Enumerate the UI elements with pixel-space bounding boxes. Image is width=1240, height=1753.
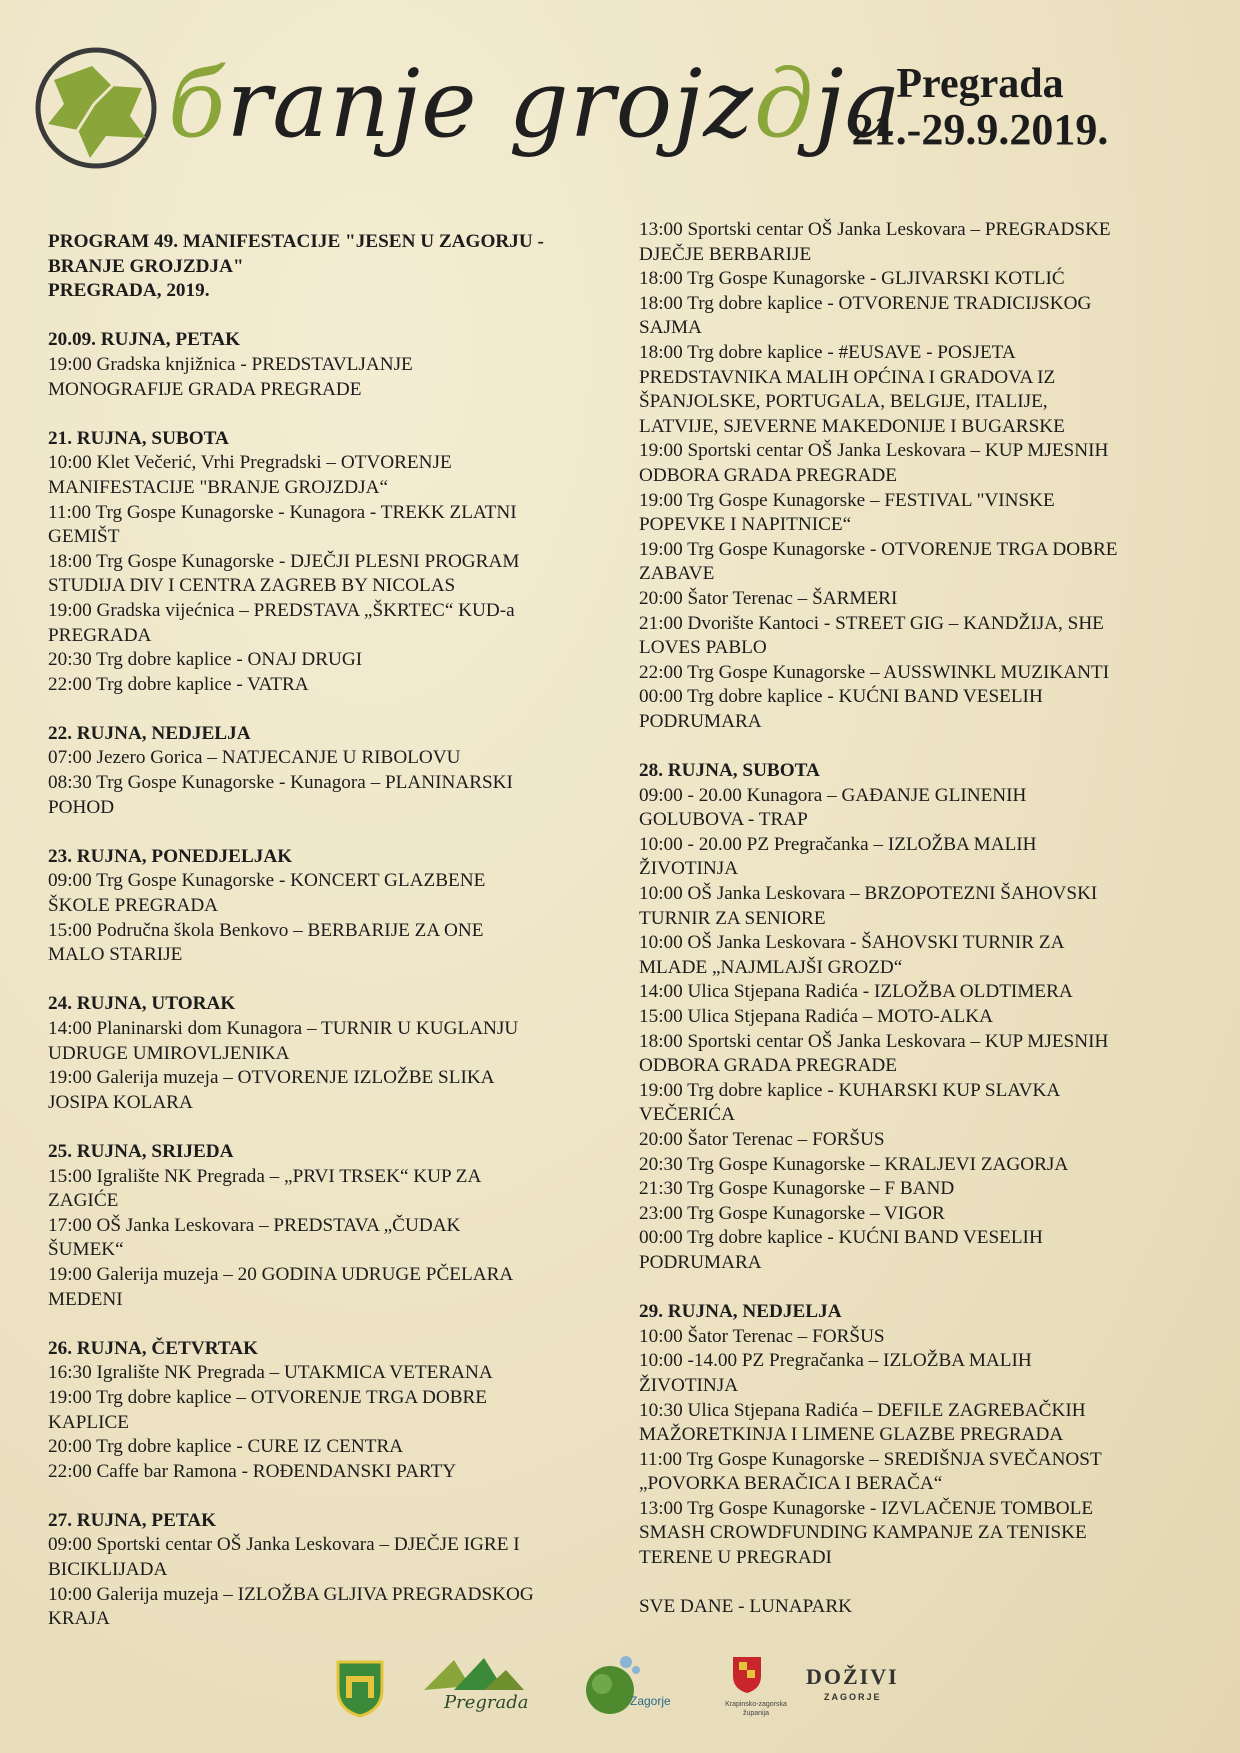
program-entry: PREDSTAVNIKA MALIH OPĆINA I GRADOVA IZ — [639, 366, 1056, 388]
program-entry: GOLUBOVA - TRAP — [639, 809, 808, 831]
program-entry: ODBORA GRADA PREGRADE — [639, 464, 897, 486]
program-entry: 19:00 Trg Gospe Kunagorske – FESTIVAL "VINSKE — [639, 489, 1055, 511]
event-place: Pregrada — [896, 61, 1064, 107]
program-entry: 20:00 Trg dobre kaplice - CURE IZ CENTRA — [48, 1436, 404, 1458]
sponsor-logos — [300, 1650, 940, 1730]
county-logo-label: Krapinsko-zagorska županija — [725, 1701, 787, 1717]
program-entry: 21:00 Dvorište Kantoci - STREET GIG – KANDŽIJA, SHE — [639, 612, 1104, 634]
program-entry: ZABAVE — [639, 563, 715, 585]
right-day-list — [639, 734, 1199, 1570]
program-intro — [48, 230, 608, 304]
spacer — [48, 1115, 608, 1140]
program-entry: 19:00 Trg Gospe Kunagorske - OTVORENJE TRGA DOBRE — [639, 538, 1118, 560]
program-entry: LATVIJE, SJEVERNE MAKEDONIJE I BUGARSKE — [639, 415, 1065, 437]
program-entry: 19:00 Trg dobre kaplice - KUHARSKI KUP SLAVKA — [639, 1079, 1061, 1101]
program-entry: STUDIJA DIV I CENTRA ZAGREB BY NICOLAS — [48, 575, 456, 597]
program-entry: 19:00 Gradska knjižnica - PREDSTAVLJANJE — [48, 353, 413, 375]
program-entry: BICIKLIJADA — [48, 1559, 168, 1581]
program-entry: „POVORKA BERAČICA I BERAČA“ — [639, 1473, 943, 1495]
program-entry: 09:00 Sportski centar OŠ Janka Leskovara – DJEČJE IGRE I — [48, 1534, 520, 1556]
spacer — [48, 697, 608, 722]
day-heading: 25. RUJNA, SRIJEDA — [48, 1140, 234, 1162]
program-entry: 20:30 Trg dobre kaplice - ONAJ DRUGI — [48, 649, 363, 671]
program-entry: 18:00 Sportski centar OŠ Janka Leskovara – KUP MJESNIH — [639, 1030, 1109, 1052]
zagorje-logo — [580, 1650, 680, 1722]
program-entry: POPEVKE I NAPITNICE“ — [639, 514, 852, 536]
program-entry: 18:00 Trg dobre kaplice - OTVORENJE TRADICIJSKOG — [639, 292, 1092, 314]
county-coat-of-arms-icon — [732, 1656, 762, 1694]
pregrada-logo-label: Pregrada — [444, 1692, 529, 1713]
day-heading: 21. RUJNA, SUBOTA — [48, 427, 229, 449]
program-entry: 18:00 Trg dobre kaplice - #EUSAVE - POSJETA — [639, 341, 1016, 363]
spacer — [639, 1276, 1199, 1301]
program-entry: TERENE U PREGRADI — [639, 1547, 832, 1569]
program-right-column — [639, 219, 1199, 1620]
program-entry: 10:30 Ulica Stjepana Radića – DEFILE ZAGREBAČKIH — [639, 1399, 1086, 1421]
day-heading: 23. RUJNA, PONEDJELJAK — [48, 845, 293, 867]
program-entry: 09:00 Trg Gospe Kunagorske - KONCERT GLAZBENE — [48, 870, 486, 892]
program-entry: 00:00 Trg dobre kaplice - KUĆNI BAND VESELIH — [639, 686, 1043, 708]
program-entry: 18:00 Trg Gospe Kunagorske - DJEČJI PLESNI PROGRAM — [48, 550, 520, 572]
event-dates: 21.-29.9.2019. — [851, 105, 1109, 154]
intro-line: PROGRAM 49. MANIFESTACIJE "JESEN U ZAGORJU - — [48, 231, 544, 252]
day-heading: 27. RUJNA, PETAK — [48, 1509, 217, 1531]
program-entry: PODRUMARA — [639, 710, 762, 732]
program-entry: 22:00 Trg Gospe Kunagorske – AUSSWINKL MUZIKANTI — [639, 661, 1110, 683]
day-heading: 24. RUJNA, UTORAK — [48, 993, 236, 1015]
intro-line: PREGRADA, 2019. — [48, 280, 210, 302]
spacer — [48, 402, 608, 427]
program-entry: MEDENI — [48, 1288, 123, 1310]
program-entry: 20:00 Šator Terenac – FORŠUS — [639, 1128, 885, 1150]
program-entry: 16:30 Igralište NK Pregrada – UTAKMICA VETERANA — [48, 1362, 493, 1384]
program-entry: UDRUGE UMIROVLJENIKA — [48, 1042, 290, 1064]
program-entry: 00:00 Trg dobre kaplice - KUĆNI BAND VESELIH — [639, 1227, 1043, 1249]
program-entry: 21:30 Trg Gospe Kunagorske – F BAND — [639, 1178, 955, 1200]
program-entry: 22:00 Caffe bar Ramona - ROĐENDANSKI PARTY — [48, 1460, 457, 1482]
program-entry: 19:00 Galerija muzeja – OTVORENJE IZLOŽBE SLIKA — [48, 1067, 495, 1089]
program-entry: GEMIŠT — [48, 526, 120, 548]
program-entry: 13:00 Sportski centar OŠ Janka Leskovara – PREGRADSKE — [639, 219, 1111, 240]
hills-icon — [424, 1656, 524, 1692]
spacer — [639, 1571, 1199, 1596]
spacer — [639, 734, 1199, 759]
program-entry: 19:00 Gradska vijećnica – PREDSTAVA „ŠKRTEC“ KUD-a — [48, 599, 515, 621]
program-entry: 22:00 Trg dobre kaplice - VATRA — [48, 673, 309, 695]
program-entry: KRAJA — [48, 1608, 110, 1630]
closing-note: SVE DANE - LUNAPARK — [639, 1596, 853, 1618]
program-entry: ŽIVOTINJA — [639, 858, 739, 880]
program-entry: 17:00 OŠ Janka Leskovara – PREDSTAVA „ČUDAK — [48, 1214, 461, 1236]
intro-line: BRANJE GROJZDJA" — [48, 255, 244, 277]
program-entry: 08:30 Trg Gospe Kunagorske - Kunagora – PLANINARSKI — [48, 772, 513, 794]
county-logo — [716, 1656, 796, 1728]
program-entry: MLADE „NAJMLAJŠI GROZD“ — [639, 956, 903, 978]
program-entry: 14:00 Planinarski dom Kunagora – TURNIR U KUGLANJU — [48, 1018, 519, 1039]
day-heading: 26. RUJNA, ČETVRTAK — [48, 1337, 259, 1359]
program-entry: MONOGRAFIJE GRADA PREGRADE — [48, 378, 362, 400]
program-entry: ŠPANJOLSKE, PORTUGALA, BELGIJE, ITALIJE, — [639, 391, 1048, 413]
program-entry: 13:00 Trg Gospe Kunagorske - IZVLAČENJE TOMBOLE — [639, 1497, 1094, 1519]
dozivi-logo-label: DOŽIVI — [806, 1664, 899, 1689]
program-entry: SAJMA — [639, 317, 702, 339]
pregrada-town-logo — [420, 1656, 530, 1722]
dozivi-logo-sub: ZAGORJE — [824, 1692, 882, 1702]
program-entry: LOVES PABLO — [639, 637, 767, 659]
program-entry: MAŽORETKINJA I LIMENE GLAZBE PREGRADA — [639, 1424, 1064, 1446]
program-entry: 10:00 -14.00 PZ Pregračanka – IZLOŽBA MALIH — [639, 1350, 1032, 1372]
program-entry: ZAGIĆE — [48, 1190, 119, 1212]
day-heading: 29. RUJNA, NEDJELJA — [639, 1301, 842, 1323]
program-entry: 10:00 OŠ Janka Leskovara - ŠAHOVSKI TURNIR ZA — [639, 932, 1065, 954]
program-left-column — [48, 230, 608, 1632]
program-entry: 14:00 Ulica Stjepana Radića - IZLOŽBA OLDTIMERA — [639, 981, 1073, 1003]
program-entry: PODRUMARA — [639, 1251, 762, 1273]
program-entry: JOSIPA KOLARA — [48, 1091, 193, 1113]
program-entry: 18:00 Trg Gospe Kunagorske - GLJIVARSKI KOTLIĆ — [639, 268, 1065, 290]
program-entry: 20:30 Trg Gospe Kunagorske – KRALJEVI ZAGORJA — [639, 1153, 1069, 1175]
header — [0, 0, 1240, 190]
program-entry: 20:00 Šator Terenac – ŠARMERI — [639, 587, 898, 609]
program-entry: KAPLICE — [48, 1411, 130, 1433]
program-entry: POHOD — [48, 796, 115, 818]
program-entry: DJEČJE BERBARIJE — [639, 243, 812, 265]
program-entry: 15:00 Ulica Stjepana Radića – MOTO-ALKA — [639, 1006, 994, 1027]
spacer — [48, 968, 608, 993]
program-entry: 10:00 Šator Terenac – FORŠUS — [639, 1325, 885, 1347]
program-entry: VEČERIĆA — [639, 1104, 735, 1126]
zagorje-logo-label: Zagorje — [630, 1694, 671, 1708]
day-heading: 22. RUJNA, NEDJELJA — [48, 722, 251, 744]
left-day-list — [48, 304, 608, 1632]
program-entry: 10:00 Klet Večerić, Vrhi Pregradski – OTVORENJE — [48, 452, 452, 474]
program-entry: 10:00 Galerija muzeja – IZLOŽBA GLJIVA PREGRADSKOG — [48, 1583, 534, 1605]
program-entry: MANIFESTACIJE "BRANJE GROJZDJA“ — [48, 476, 388, 498]
program-entry: 19:00 Galerija muzeja – 20 GODINA UDRUGE PČELARA — [48, 1263, 514, 1285]
program-entry: 10:00 - 20.00 PZ Pregračanka – IZLOŽBA MALIH — [639, 833, 1037, 855]
program-entry: MALO STARIJE — [48, 944, 183, 966]
program-entry: 11:00 Trg Gospe Kunagorske - Kunagora - TREKK ZLATNI — [48, 501, 517, 523]
program-entry: ODBORA GRADA PREGRADE — [639, 1055, 897, 1077]
day-heading: 28. RUJNA, SUBOTA — [639, 760, 820, 782]
program-entry: 07:00 Jezero Gorica – NATJECANJE U RIBOLOVU — [48, 747, 461, 769]
program-entry: 15:00 Područna škola Benkovo – BERBARIJE ZA ONE — [48, 919, 484, 941]
day-27-continuation — [639, 218, 1199, 734]
day-heading: 20.09. RUJNA, PETAK — [48, 329, 241, 351]
program-entry: 23:00 Trg Gospe Kunagorske – VIGOR — [639, 1202, 945, 1224]
program-entry: 11:00 Trg Gospe Kunagorske – SREDIŠNJA SVEČANOST — [639, 1448, 1102, 1470]
dozivi-zagorje-logo — [806, 1664, 916, 1714]
program-entry: ŽIVOTINJA — [639, 1374, 739, 1396]
program-entry: ŠUMEK“ — [48, 1239, 124, 1261]
spacer — [48, 1484, 608, 1509]
spacer — [48, 1312, 608, 1337]
program-entry: TURNIR ZA SENIORE — [639, 907, 826, 929]
spacer — [48, 304, 608, 329]
event-brand-title: бranje grojzдja — [168, 50, 902, 159]
program-entry: 19:00 Trg dobre kaplice – OTVORENJE TRGA DOBRE — [48, 1386, 488, 1408]
pregrada-coat-of-arms-icon — [336, 1660, 384, 1718]
program-entry: 09:00 - 20.00 Kunagora – GAĐANJE GLINENIH — [639, 784, 1027, 806]
program-entry: 19:00 Sportski centar OŠ Janka Leskovara – KUP MJESNIH — [639, 440, 1109, 462]
program-entry: SMASH CROWDFUNDING KAMPANJE ZA TENISKE — [639, 1522, 1087, 1544]
spacer — [48, 820, 608, 845]
program-entry: 15:00 Igralište NK Pregrada – „PRVI TRSEK“ KUP ZA — [48, 1165, 482, 1187]
grape-leaf-logo — [34, 46, 158, 170]
program-entry: 10:00 OŠ Janka Leskovara – BRZOPOTEZNI ŠAHOVSKI — [639, 883, 1098, 905]
program-entry: PREGRADA — [48, 624, 152, 646]
program-entry: ŠKOLE PREGRADA — [48, 895, 219, 917]
